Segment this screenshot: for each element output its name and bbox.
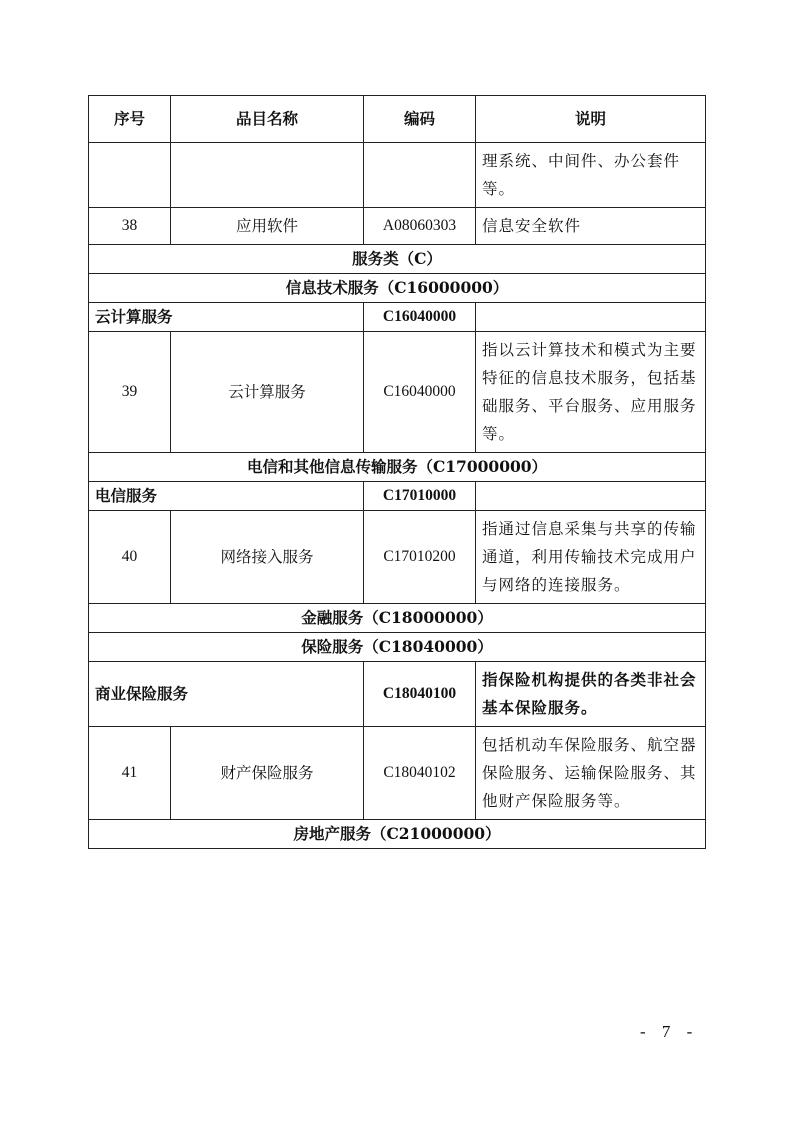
row-seq: 40 bbox=[89, 511, 171, 604]
row-desc: 包括机动车保险服务、航空器保险服务、运输保险服务、其他财产保险服务等。 bbox=[476, 727, 706, 820]
row-code: A08060303 bbox=[364, 208, 476, 245]
header-name: 品目名称 bbox=[171, 96, 364, 143]
section-heading: 电信和其他信息传输服务（C17000000） bbox=[89, 453, 706, 482]
row-desc: 指以云计算技术和模式为主要特征的信息技术服务，包括基础服务、平台服务、应用服务等。 bbox=[476, 332, 706, 453]
header-seq: 序号 bbox=[89, 96, 171, 143]
row-code: C16040000 bbox=[364, 332, 476, 453]
category-code: C17010000 bbox=[364, 482, 476, 511]
category-row bbox=[89, 662, 706, 727]
row-name: 网络接入服务 bbox=[171, 511, 364, 604]
category-code: C16040000 bbox=[364, 303, 476, 332]
table-row bbox=[89, 332, 706, 453]
page-number: - 7 - bbox=[640, 1022, 699, 1041]
section-heading: 金融服务（C18000000） bbox=[89, 604, 706, 633]
section-heading: 信息技术服务（C16000000） bbox=[89, 274, 706, 303]
table-row bbox=[89, 143, 706, 208]
section-heading: 房地产服务（C21000000） bbox=[89, 820, 706, 849]
table-row bbox=[89, 208, 706, 245]
table-header-row bbox=[89, 96, 706, 143]
category-row bbox=[89, 482, 706, 511]
section-row bbox=[89, 245, 706, 274]
catalog-table bbox=[88, 95, 706, 849]
section-row bbox=[89, 820, 706, 849]
row-desc: 信息安全软件 bbox=[476, 208, 706, 245]
category-desc: 指保险机构提供的各类非社会基本保险服务。 bbox=[476, 662, 706, 727]
category-name: 云计算服务 bbox=[89, 303, 364, 332]
row-name: 云计算服务 bbox=[171, 332, 364, 453]
section-row bbox=[89, 453, 706, 482]
row-seq: 38 bbox=[89, 208, 171, 245]
section-row bbox=[89, 604, 706, 633]
row-code: C18040102 bbox=[364, 727, 476, 820]
row-desc: 指通过信息采集与共享的传输通道，利用传输技术完成用户与网络的连接服务。 bbox=[476, 511, 706, 604]
section-row bbox=[89, 633, 706, 662]
section-row bbox=[89, 274, 706, 303]
row-seq: 41 bbox=[89, 727, 171, 820]
category-row bbox=[89, 303, 706, 332]
row-seq: 39 bbox=[89, 332, 171, 453]
header-desc: 说明 bbox=[476, 96, 706, 143]
row-name: 应用软件 bbox=[171, 208, 364, 245]
row-name: 财产保险服务 bbox=[171, 727, 364, 820]
table-row bbox=[89, 727, 706, 820]
table-row bbox=[89, 511, 706, 604]
row-code: C17010200 bbox=[364, 511, 476, 604]
category-code: C18040100 bbox=[364, 662, 476, 727]
section-heading: 服务类（C） bbox=[89, 245, 706, 274]
header-code: 编码 bbox=[364, 96, 476, 143]
category-name: 电信服务 bbox=[89, 482, 364, 511]
category-name: 商业保险服务 bbox=[89, 662, 364, 727]
section-heading: 保险服务（C18040000） bbox=[89, 633, 706, 662]
continuation-desc: 理系统、中间件、办公套件等。 bbox=[476, 143, 706, 208]
